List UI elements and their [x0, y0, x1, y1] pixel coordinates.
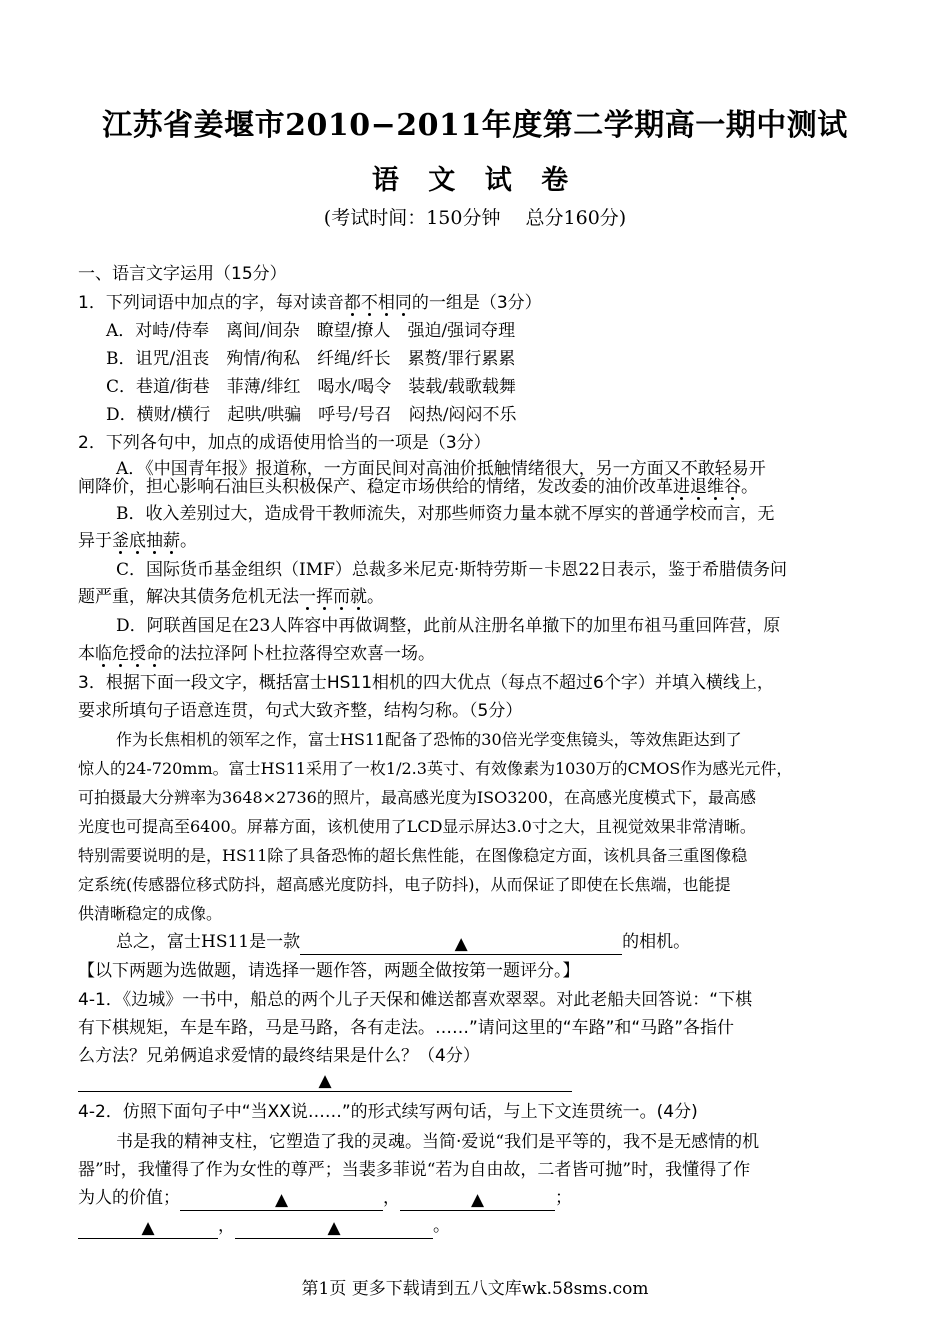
q4-2-answer-line2: [78, 1213, 878, 1239]
q2-idiom-char: 而: [333, 587, 350, 607]
q2-a-text-end: 。: [741, 477, 758, 497]
q1-option-c: C．巷道/街巷 菲薄/绯红 喝水/喝令 装载/载歌载舞: [106, 377, 516, 397]
question-1-stem: [78, 290, 878, 316]
question-4-1-line1: 4-1．《边城》一书中，船总的两个儿子天保和傩送都喜欢翠翠。对此老船夫回答说：“下棋: [78, 990, 753, 1010]
q2-idiom-char: 命: [146, 644, 163, 664]
q2-idiom-char: 釜: [112, 531, 129, 551]
q2-option-d-line1: D．阿联酋国足在23人阵容中再做调整，此前从注册名单撤下的加里布祖马重回阵营，原: [116, 616, 781, 636]
q1-stem-pre: 1．下列词语中加点的字，每对读音: [78, 293, 344, 313]
q1-option-d: D．横财/横行 起哄/哄骗 呼号/号召 闷热/闷闷不乐: [106, 405, 517, 425]
q1-dotted-char: 同: [394, 293, 412, 313]
page-title: 江苏省姜堰市2010−2011年度第二学期高一期中测试: [102, 108, 848, 143]
q4-2-blank-3[interactable]: ▲: [78, 1218, 218, 1239]
q2-option-c-line1: C．国际货币基金组织（IMF）总裁多米尼克·斯特劳斯－卡恩22日表示，鉴于希腊债务问: [116, 560, 787, 580]
q2-idiom-char: 退: [690, 477, 707, 497]
q2-idiom-char: 薪: [163, 531, 180, 551]
q3-passage-line: 惊人的24-720mm。富士HS11采用了一枚1/2.3英寸、有效像素为1030万的CMOS作为感光元件，: [78, 759, 793, 778]
q2-b-text: 异于: [78, 531, 112, 551]
q4-2-passage-end: 为人的价值；: [78, 1188, 180, 1208]
q2-idiom-char: 临: [95, 644, 112, 664]
question-4-2-stem: 4-2．仿照下面句子中“当XX说……”的形式续写两句话，与上下文连贯统一。(4分): [78, 1102, 698, 1122]
exam-info: (考试时间：150分钟 总分160分): [323, 207, 627, 229]
q2-b-text-end: 。: [180, 531, 197, 551]
q2-idiom-char: 维: [707, 477, 724, 497]
q2-option-a-line1: A．《中国青年报》报道称，一方面民间对高油价抵触情绪很大，另一方面又不敢轻易开: [116, 459, 766, 479]
question-3-stem-line1: 3．根据下面一段文字，概括富士HS11相机的四大优点（每点不超过6个字）并填入横线上，: [78, 673, 774, 693]
q3-passage-line: 特别需要说明的是，HS11除了具备恐怖的超长焦性能，在图像稳定方面，该机具备三重图像稳: [78, 846, 748, 865]
q3-answer-pre: 总之，富士HS11是一款: [116, 932, 301, 952]
q4-2-answer-line1: [78, 1185, 878, 1211]
q4-2-passage-line1: 书是我的精神支柱，它塑造了我的灵魂。当简·爱说“我们是平等的，我不是无感情的机: [116, 1132, 760, 1152]
q3-passage-line: 可拍摄最大分辨率为3648×2736的照片，最高感光度为ISO3200，在高感光度模式下，最高感: [78, 788, 756, 807]
q2-idiom-char: 底: [129, 531, 146, 551]
q4-2-period: 。: [433, 1216, 450, 1236]
q2-d-text-end: 的法拉泽阿卜杜拉落得空欢喜一场。: [163, 644, 435, 664]
q3-passage-line: 作为长焦相机的领军之作，富士HS11配备了恐怖的30倍光学变焦镜头，等效焦距达到了: [116, 730, 742, 749]
q4-1-answer-blank[interactable]: ▲: [78, 1071, 572, 1092]
q1-dotted-char: 不: [360, 293, 378, 313]
q1-dotted-char: 都: [343, 293, 361, 313]
q1-dotted-char: 相: [377, 293, 395, 313]
q2-idiom-char: 一: [299, 587, 316, 607]
q4-1-answer-line: [78, 1066, 878, 1092]
q1-stem-post: 的一组是（3分）: [411, 293, 542, 313]
q3-passage-line: 供清晰稳定的成像。: [78, 904, 223, 923]
q2-option-d-line2: [78, 641, 878, 667]
q4-2-comma: ，: [383, 1188, 400, 1208]
q2-a-text: 闸降价，担心影响石油巨头积极保产、稳定市场供给的情绪，发改委的油价改革: [78, 477, 673, 497]
page-footer: 第1页 更多下载请到五八文库wk.58sms.com: [301, 1279, 649, 1299]
q2-d-text: 本: [78, 644, 95, 664]
section-heading: 一、语言文字运用（15分）: [78, 264, 287, 284]
q2-option-b-line1: B．收入差别过大，造成骨干教师流失，对那些师资力量本就不厚实的普通学校而言，无: [116, 504, 775, 524]
question-4-1-line3: 么方法？兄弟俩追求爱情的最终结果是什么？（4分）: [78, 1046, 480, 1066]
q4-2-blank-1[interactable]: ▲: [180, 1190, 383, 1211]
q3-answer-blank[interactable]: ▲: [300, 934, 622, 955]
q4-2-blank-2[interactable]: ▲: [400, 1190, 555, 1211]
q2-option-b-line2: [78, 528, 878, 554]
q2-option-c-line2: [78, 584, 878, 610]
q1-option-b: B．诅咒/沮丧 殉情/徇私 纤绳/纤长 累赘/罪行累累: [106, 349, 516, 369]
q2-c-text-end: 。: [367, 587, 384, 607]
elective-note: 【以下两题为选做题，请选择一题作答，两题全做按第一题评分。】: [78, 961, 580, 981]
page-subtitle: 语 文 试 卷: [371, 165, 579, 196]
q2-c-text: 题严重，解决其债务危机无法: [78, 587, 299, 607]
question-2-stem: 2．下列各句中，加点的成语使用恰当的一项是（3分）: [78, 433, 491, 453]
q3-passage-line: 光度也可提高至6400。屏幕方面，该机使用了LCD显示屏达3.0寸之大，且视觉效果非常清晰。: [78, 817, 756, 836]
q2-idiom-char: 谷: [724, 477, 741, 497]
q3-answer-line: [116, 929, 916, 955]
question-4-1-line2: 有下棋规矩，车是车路，马是马路，各有走法。……”请问这里的“车路”和“马路”各指什: [78, 1018, 735, 1038]
q2-option-a-line2: [78, 474, 878, 500]
q2-idiom-char: 抽: [146, 531, 163, 551]
q4-2-comma: ，: [218, 1216, 235, 1236]
q4-2-blank-4[interactable]: ▲: [235, 1218, 433, 1239]
q2-idiom-char: 就: [350, 587, 367, 607]
question-3-stem-line2: 要求所填句子语意连贯，句式大致齐整，结构匀称。（5分）: [78, 701, 523, 721]
q3-answer-post: 的相机。: [622, 932, 691, 952]
q2-idiom-char: 危: [112, 644, 129, 664]
q2-idiom-char: 进: [673, 477, 690, 497]
q3-passage-line: 定系统(传感器位移式防抖，超高感光度防抖，电子防抖)，从而保证了即使在长焦端，也能提: [78, 875, 731, 894]
q2-idiom-char: 授: [129, 644, 146, 664]
q2-idiom-char: 挥: [316, 587, 333, 607]
q4-2-passage-line2: 器”时，我懂得了作为女性的尊严；当裴多菲说“若为自由故，二者皆可抛”时，我懂得了作: [78, 1160, 751, 1180]
q4-2-semicolon: ；: [555, 1188, 572, 1208]
q1-option-a: A．对峙/侍奉 离间/间杂 瞭望/撩人 强迫/强词夺理: [106, 321, 516, 341]
